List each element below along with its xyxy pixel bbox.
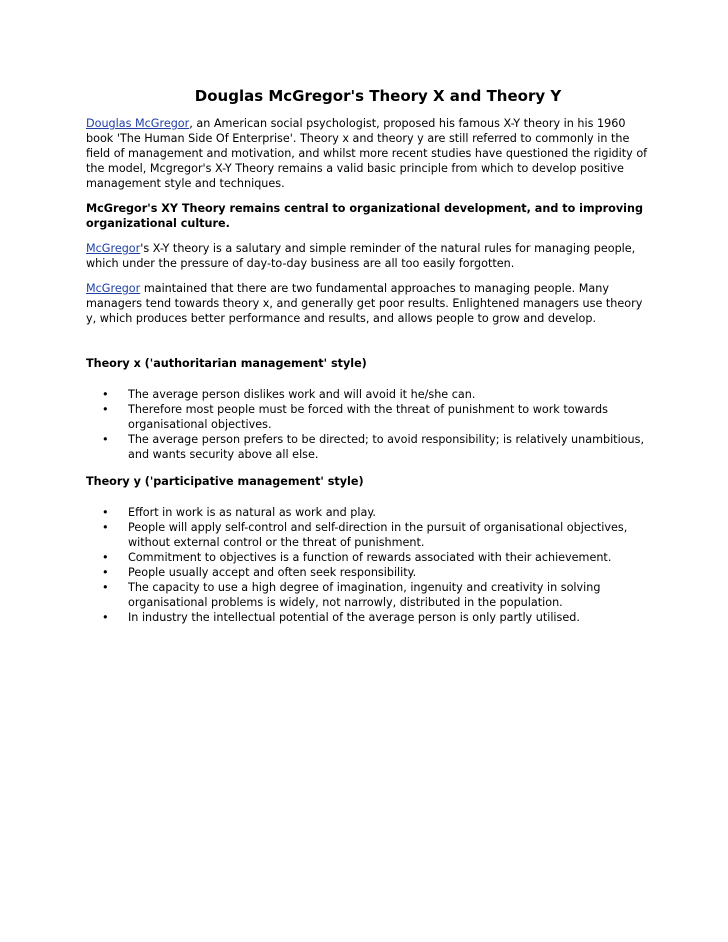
list-item: • The average person dislikes work and will avoid it he/she can.	[102, 388, 476, 401]
section-spacer	[86, 336, 648, 356]
bullet-icon: •	[102, 551, 109, 564]
bullet-icon: •	[102, 566, 109, 579]
highlight-statement: McGregor's XY Theory remains central to organizational development, and to improving organizational culture.	[86, 202, 643, 230]
list-item: • In industry the intellectual potential of the average person is only partly utilised.	[102, 611, 580, 624]
author-link[interactable]: Douglas McGregor	[86, 117, 190, 130]
document-page	[86, 86, 648, 637]
theory-y-list	[86, 505, 648, 625]
intro-text: , an American social psychologist, proposed his famous X-Y theory in his 1960 book 'The Human Side Of Enterprise'. Theory x and theory y are still referred to commonly in the field of management and motivation, and whilst more recent studies have questioned the rigidity of the model, Mcgregor's X-Y Theory remains a valid basic principle from which to develop positive management style and techniques.	[86, 117, 648, 190]
list-item: • People usually accept and often seek responsibility.	[102, 566, 417, 579]
mcgregor-link-1[interactable]: McGregor	[86, 242, 141, 255]
list-item: • People will apply self-control and self-direction in the pursuit of organisational objectives, without external control or the threat of punishment.	[102, 521, 628, 549]
bullet-icon: •	[102, 521, 109, 534]
bullet-icon: •	[102, 403, 109, 416]
approaches-paragraph	[86, 281, 648, 326]
reminder-paragraph	[86, 241, 648, 271]
approaches-text: maintained that there are two fundamental approaches to managing people. Many managers tend towards theory x, and generally get poor results. Enlightened managers use theory y, which produces better performance and results, and allows people to grow and develop.	[86, 282, 643, 325]
intro-paragraph	[86, 116, 648, 191]
theory-x-heading: Theory x ('authoritarian management' style)	[86, 357, 367, 370]
list-item: • The average person prefers to be directed; to avoid responsibility; is relatively unambitious, and wants security above all else.	[102, 433, 644, 461]
page-title: Douglas McGregor's Theory X and Theory Y	[194, 87, 562, 105]
list-item: • Commitment to objectives is a function of rewards associated with their achievement.	[102, 551, 612, 564]
theory-y-heading: Theory y ('participative management' style)	[86, 475, 364, 488]
mcgregor-link-2[interactable]: McGregor	[86, 282, 141, 295]
bullet-icon: •	[102, 611, 109, 624]
bullet-icon: •	[102, 433, 109, 446]
list-item: • Therefore most people must be forced with the threat of punishment to work towards organisational objectives.	[102, 403, 608, 431]
list-item: • Effort in work is as natural as work and play.	[102, 506, 376, 519]
bullet-icon: •	[102, 581, 109, 594]
list-item: • The capacity to use a high degree of imagination, ingenuity and creativity in solving organisational problems is widely, not narrowly, distributed in the population.	[102, 581, 601, 609]
bullet-icon: •	[102, 388, 109, 401]
reminder-text: 's X-Y theory is a salutary and simple reminder of the natural rules for managing people, which under the pressure of day-to-day business are all too easily forgotten.	[86, 242, 636, 270]
theory-x-list	[86, 387, 648, 462]
bullet-icon: •	[102, 506, 109, 519]
